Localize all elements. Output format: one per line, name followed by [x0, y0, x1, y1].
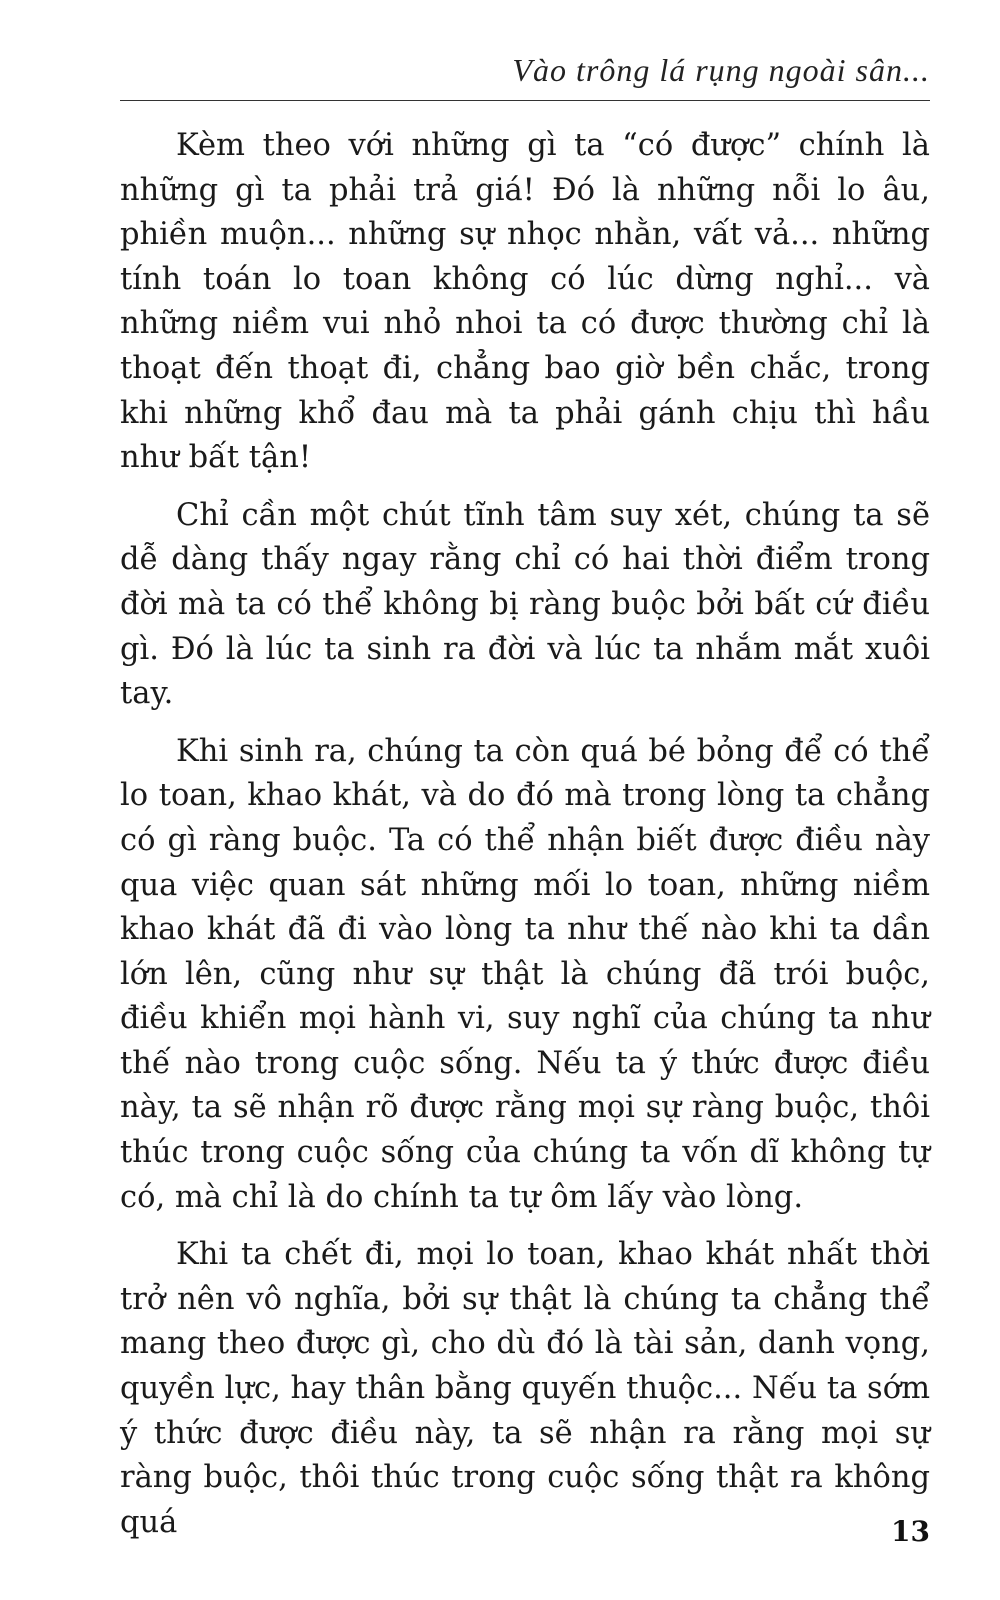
running-header-title: Vào trông lá rụng ngoài sân... — [512, 52, 930, 88]
paragraph-4: Khi ta chết đi, mọi lo toan, khao khát nhất thời trở nên vô nghĩa, bởi sự thật là chúng ta chẳng thể mang theo được gì, cho dù đó là tài sản, danh vọng, quyền lực, hay thân bằng quyến thuộc... Nếu ta sớm ý thức được điều này, ta sẽ nhận ra rằng mọi sự ràng buộc, thôi thúc trong cuộc sống thật ra không quá — [120, 1237, 930, 1540]
page-number: 13 — [891, 1515, 930, 1548]
paragraph-1: Kèm theo với những gì ta “có được” chính là những gì ta phải trả giá! Đó là những nỗi lo âu, phiền muộn... những sự nhọc nhằn, vất vả... những tính toán lo toan không có lúc dừng nghỉ... và những niềm vui nhỏ nhoi ta có được thường chỉ là thoạt đến thoạt đi, chẳng bao giờ bền chắc, trong khi những khổ đau mà ta phải gánh chịu thì hầu như bất tận! — [120, 128, 930, 476]
paragraph-3: Khi sinh ra, chúng ta còn quá bé bỏng để có thể lo toan, khao khát, và do đó mà trong lòng ta chẳng có gì ràng buộc. Ta có thể nhận biết được điều này qua việc quan sát những mối lo toan, những niềm khao khát đã đi vào lòng ta như thế nào khi ta dần lớn lên, cũng như sự thật là chúng đã trói buộc, điều khiển mọi hành vi, suy nghĩ của chúng ta như thế nào trong cuộc sống. Nếu ta ý thức được điều này, ta sẽ nhận rõ được rằng mọi sự ràng buộc, thôi thúc trong cuộc sống của chúng ta vốn dĩ không tự có, mà chỉ là do chính ta tự ôm lấy vào lòng. — [120, 733, 930, 1215]
body-text — [120, 124, 930, 1558]
paragraph-2: Chỉ cần một chút tĩnh tâm suy xét, chúng ta sẽ dễ dàng thấy ngay rằng chỉ có hai thời điểm trong đời mà ta có thể không bị ràng buộc bởi bất cứ điều gì. Đó là lúc ta sinh ra đời và lúc ta nhắm mắt xuôi tay. — [120, 497, 930, 712]
header-divider — [120, 100, 930, 101]
